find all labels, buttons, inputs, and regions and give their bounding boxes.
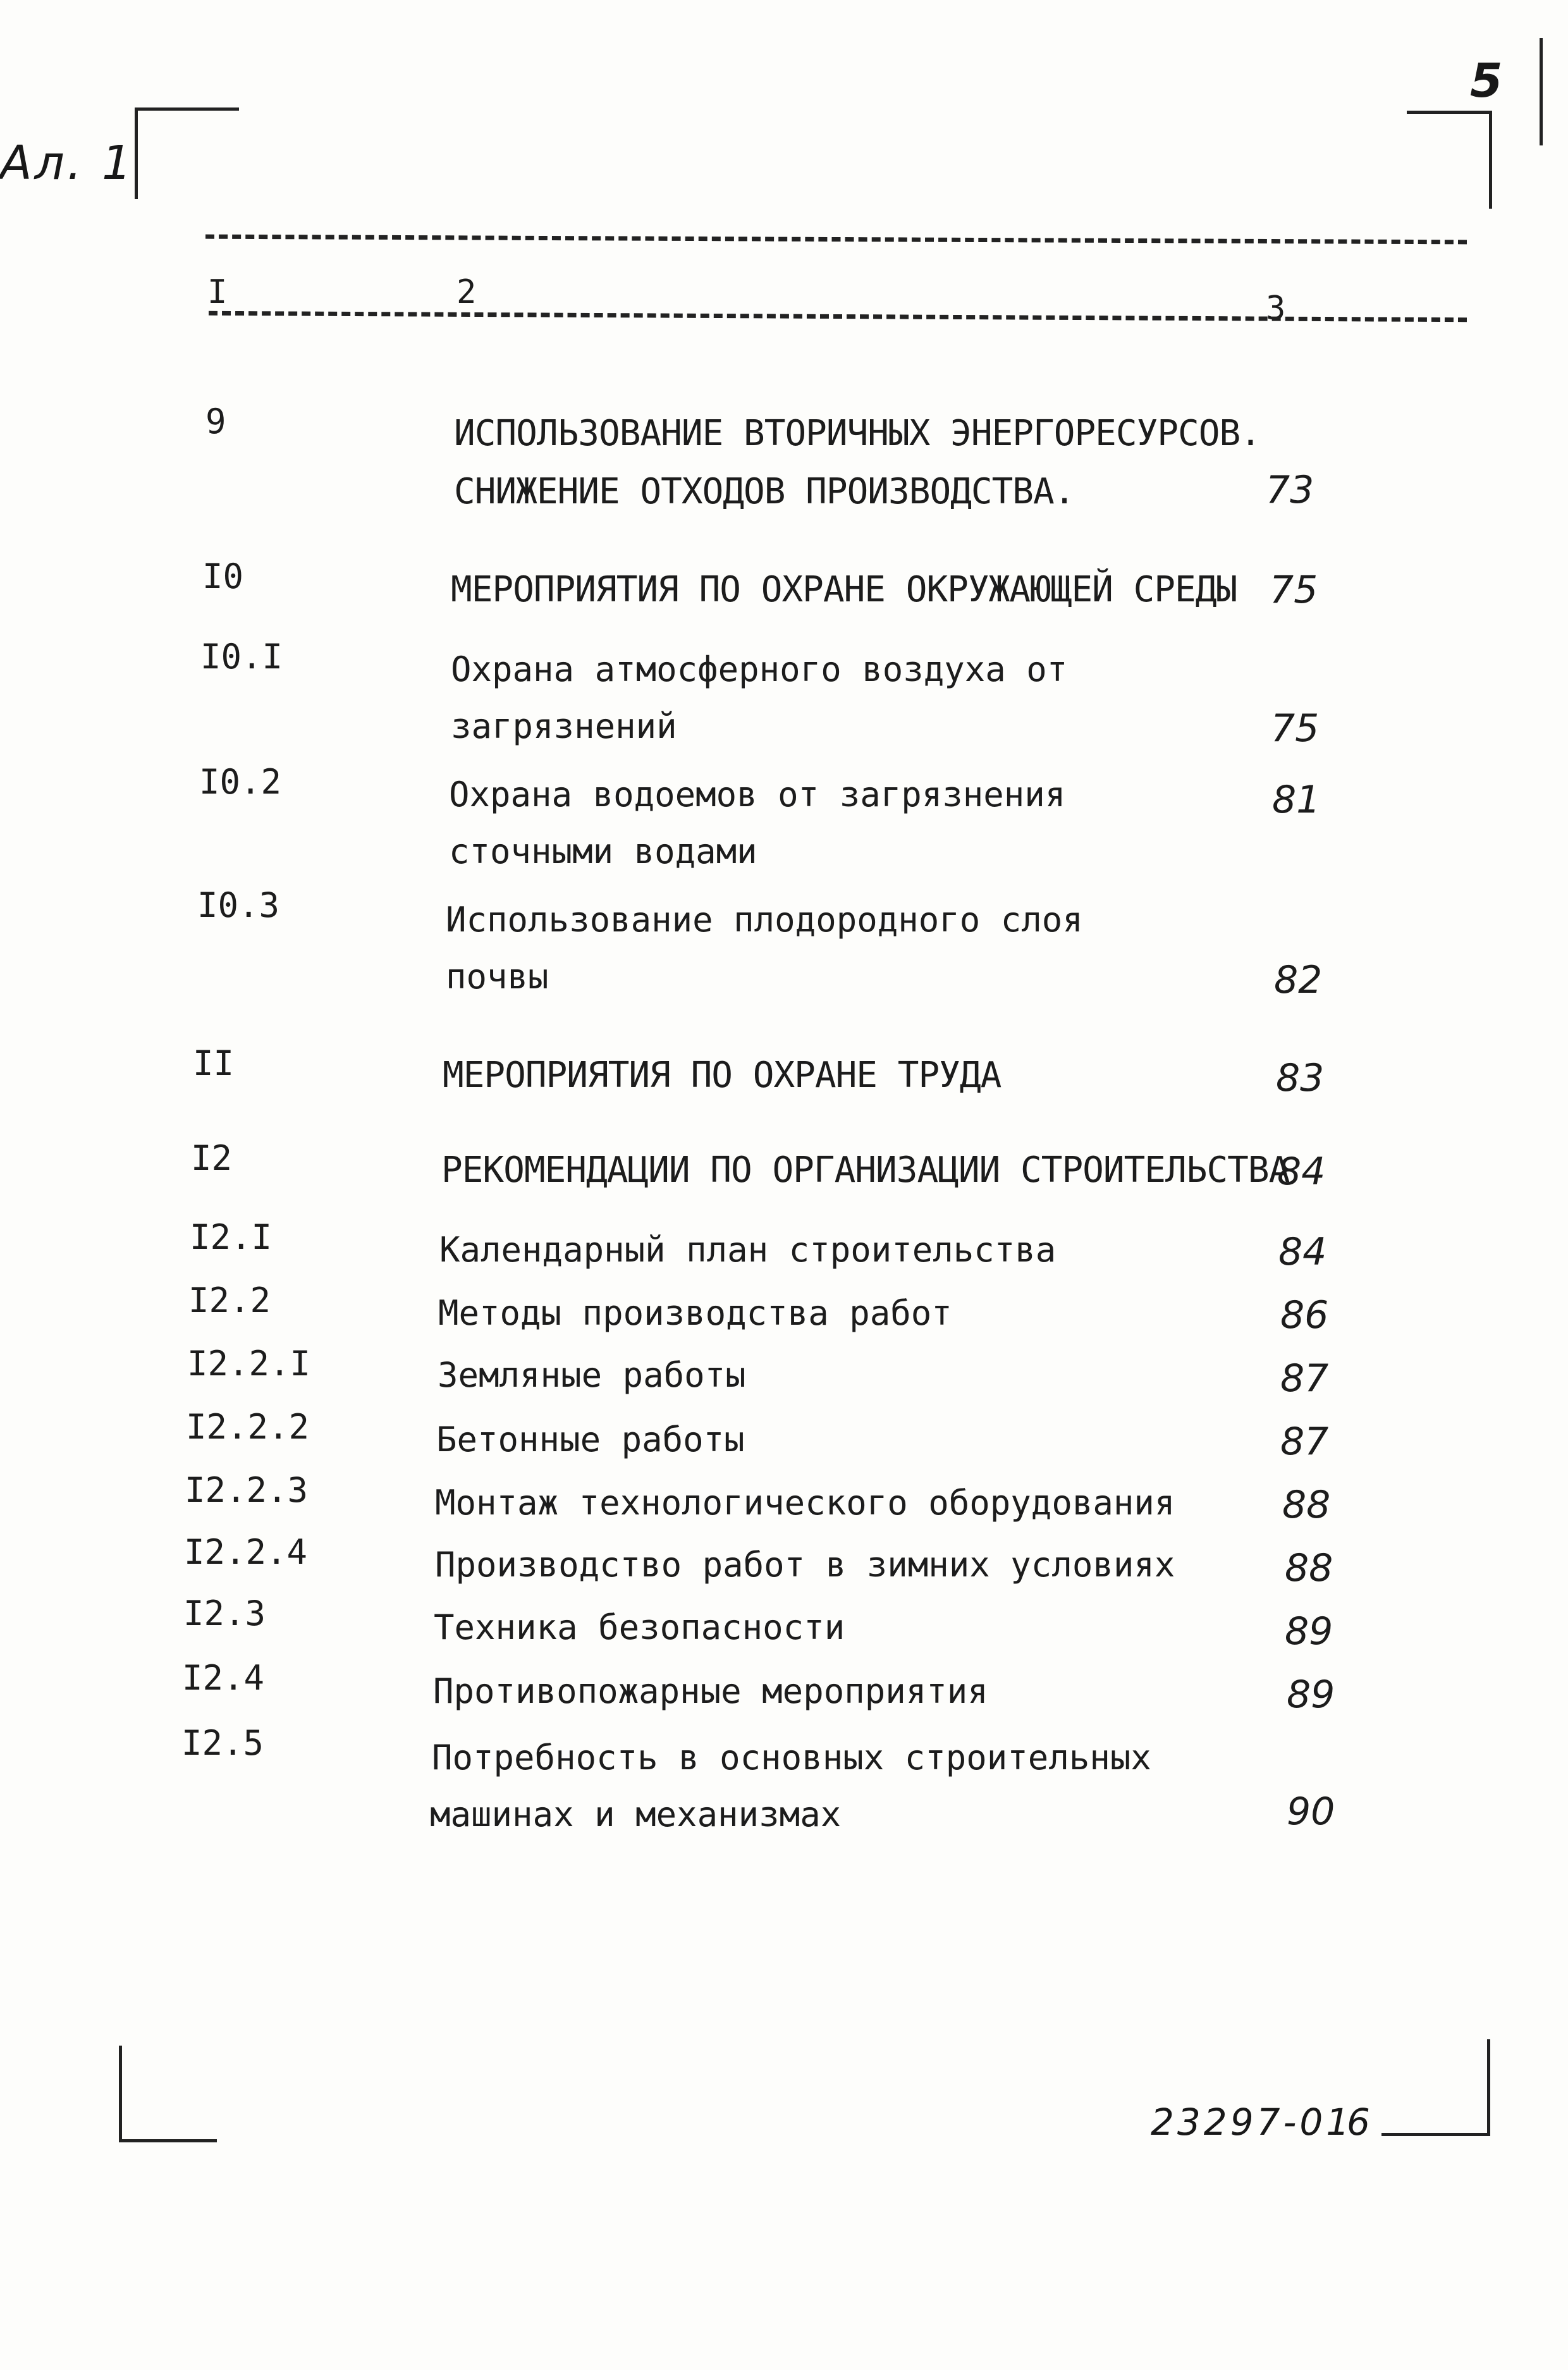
- section-title-line: Противопожарные мероприятия: [433, 1671, 988, 1711]
- section-title-line: Бетонные работы: [436, 1420, 745, 1459]
- page-number: 5: [1470, 54, 1503, 108]
- page-reference: 86: [1280, 1293, 1329, 1337]
- section-title-line: машинах и механизмах: [430, 1795, 842, 1834]
- section-number: I2.4: [182, 1658, 265, 1698]
- header-rule-top: [205, 235, 1467, 245]
- page-reference: 83: [1276, 1056, 1325, 1100]
- section-number: I2.3: [183, 1593, 266, 1633]
- section-title-line: РЕКОМЕНДАЦИИ ПО ОРГАНИЗАЦИИ СТРОИТЕЛЬСТВА: [441, 1150, 1290, 1191]
- section-number: I0.I: [200, 637, 283, 677]
- column-header-2: 2: [456, 273, 477, 311]
- section-title-line: ИСПОЛЬЗОВАНИЕ ВТОРИЧНЫХ ЭНЕРГОРЕСУРСОВ.: [454, 413, 1261, 454]
- section-title-line: Методы производства работ: [438, 1293, 952, 1333]
- sheet-number: 6: [1347, 2101, 1370, 2144]
- frame-corner-top-right-inner: [1407, 111, 1492, 209]
- page-reference: 81: [1272, 778, 1321, 822]
- page-reference: 89: [1287, 1673, 1335, 1717]
- section-title-line: загрязнений: [451, 706, 677, 746]
- section-title-line: МЕРОПРИЯТИЯ ПО ОХРАНЕ ОКРУЖАЮЩЕЙ СРЕДЫ: [451, 569, 1237, 610]
- section-title-line: Охрана атмосферного воздуха от: [451, 649, 1068, 689]
- frame-corner-bottom-right: [1381, 2039, 1490, 2136]
- sheet-mark: Ал. 1: [0, 136, 135, 190]
- column-header-3: 3: [1266, 290, 1286, 328]
- page-reference: 75: [1271, 706, 1320, 751]
- document-code: 23297-01: [1151, 2101, 1353, 2144]
- section-number: I2.2.4: [184, 1532, 308, 1572]
- page-reference: 88: [1282, 1483, 1331, 1527]
- page-reference: 88: [1285, 1546, 1333, 1590]
- section-number: 9: [205, 402, 226, 441]
- section-title-line: Охрана водоемов от загрязнения: [449, 775, 1066, 814]
- page-reference: 82: [1274, 958, 1323, 1002]
- section-title-line: Использование плодородного слоя: [446, 900, 1083, 940]
- frame-corner-bottom-left: [119, 2046, 217, 2142]
- page-reference: 87: [1280, 1356, 1329, 1401]
- page-reference: 75: [1270, 568, 1318, 612]
- section-title-line: Монтаж технологического оборудования: [435, 1483, 1175, 1523]
- section-number: I0.3: [197, 885, 280, 925]
- page-reference: 90: [1287, 1790, 1335, 1834]
- section-number: I0.2: [199, 762, 282, 802]
- page-reference: 84: [1277, 1150, 1326, 1194]
- section-number: I2.5: [181, 1723, 264, 1763]
- section-title-line: сточными водами: [449, 832, 757, 871]
- section-number: II: [193, 1043, 235, 1083]
- section-title-line: Производство работ в зимних условиях: [435, 1545, 1175, 1585]
- section-title-line: Земляные работы: [438, 1355, 746, 1395]
- section-title-line: МЕРОПРИЯТИЯ ПО ОХРАНЕ ТРУДА: [443, 1055, 1001, 1096]
- section-title-line: Потребность в основных строительных: [432, 1738, 1151, 1778]
- page-reference: 89: [1285, 1609, 1333, 1654]
- section-number: I2: [191, 1138, 233, 1178]
- section-title-line: Календарный план строительства: [439, 1230, 1057, 1270]
- frame-corner-top-left: [135, 107, 239, 199]
- section-title-line: почвы: [446, 957, 549, 997]
- section-number: I2.I: [190, 1217, 273, 1257]
- section-number: I2.2.2: [186, 1407, 310, 1447]
- section-title-line: СНИЖЕНИЕ ОТХОДОВ ПРОИЗВОДСТВА.: [454, 471, 1075, 512]
- page-reference: 87: [1280, 1420, 1329, 1464]
- section-number: I2.2.3: [185, 1470, 309, 1510]
- page-reference: 73: [1266, 468, 1314, 512]
- section-title-line: Техника безопасности: [434, 1607, 845, 1647]
- page-reference: 84: [1278, 1230, 1327, 1274]
- section-number: I0: [202, 556, 244, 596]
- section-number: I2.2.I: [187, 1344, 311, 1384]
- section-number: I2.2: [188, 1280, 271, 1320]
- column-header-1: I: [207, 273, 228, 311]
